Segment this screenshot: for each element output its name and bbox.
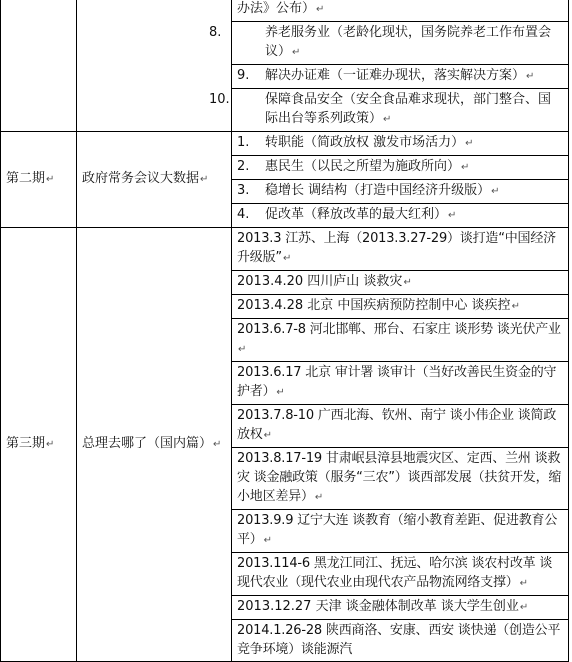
item-text: 2013.3 江苏、上海（2013.3.27-29）谈打造“中国经济升级版” bbox=[237, 231, 556, 265]
item-text: 解决办证难（一证难办现状，落实解决方案） bbox=[265, 68, 526, 83]
paragraph-mark: ↵ bbox=[519, 578, 528, 589]
paragraph-mark: ↵ bbox=[263, 535, 272, 546]
item-text: 转职能（简政放权 激发市场活力） bbox=[265, 135, 465, 150]
item-text: 促改革（释放改革的最大红利） bbox=[265, 207, 448, 222]
item-number: 10. bbox=[209, 92, 230, 107]
item-text: 2013.8.17-19 甘肃岷县漳县地震灾区、定西、兰州 谈救灾 谈金融政策（服务“三农”）谈西部发展（扶贫开发，缩小地区差异） bbox=[237, 451, 562, 504]
paragraph-mark: ↵ bbox=[314, 492, 323, 503]
item-cell bbox=[232, 65, 569, 89]
item-text: 稳增长 调结构（打造中国经济升级版） bbox=[265, 183, 491, 198]
paragraph-mark: ↵ bbox=[519, 602, 529, 613]
item-cell bbox=[209, 89, 569, 132]
item-cell bbox=[232, 132, 569, 156]
item-number: 4. bbox=[237, 207, 250, 222]
item-cell bbox=[232, 180, 569, 204]
item-text: 2013.6.17 北京 审计署 谈审计（当好改善民生资金的守护者） bbox=[237, 365, 557, 399]
period-label: 第二期 bbox=[6, 171, 46, 186]
item-text: 2013.114-6 黑龙江同江、抚远、哈尔滨 谈农村改革 谈现代农业（现代农业由现代农产品物流网络支撑） bbox=[237, 556, 553, 590]
paragraph-mark: ↵ bbox=[46, 174, 55, 185]
topic-cell bbox=[77, 132, 232, 228]
item-cell bbox=[232, 319, 569, 362]
period-label-cell bbox=[1, 0, 77, 132]
item-cell bbox=[232, 0, 569, 22]
paragraph-mark: ↵ bbox=[200, 174, 209, 185]
paragraph-mark: ↵ bbox=[46, 439, 55, 450]
item-cell bbox=[232, 553, 569, 596]
topic-cell bbox=[77, 0, 232, 132]
paragraph-mark: ↵ bbox=[403, 277, 412, 288]
item-cell bbox=[232, 228, 569, 271]
item-text: 保障食品安全（安全食品难求现状，部门整合、国际出台等系列政策） bbox=[265, 92, 552, 126]
item-text: 惠民生（以民之所望为施政所向） bbox=[265, 159, 461, 174]
item-text: 2013.7.8-10 广西北海、钦州、南宁 谈小伟企业 谈简政放权 bbox=[237, 408, 557, 442]
item-cell bbox=[232, 405, 569, 448]
item-text: 养老服务业（老龄化现状，国务院养老工作布置会议） bbox=[265, 25, 552, 59]
paragraph-mark: ↵ bbox=[292, 47, 301, 58]
table-row bbox=[1, 132, 569, 156]
paragraph-mark: ↵ bbox=[238, 344, 247, 355]
item-text: 办法》公布） bbox=[237, 1, 316, 16]
paragraph-mark: ↵ bbox=[491, 186, 500, 197]
item-text: 2013.6.7-8 河北邯郸、邢台、石家庄 谈形势 谈光伏产业 bbox=[237, 322, 561, 337]
paragraph-mark: ↵ bbox=[213, 439, 222, 450]
item-cell bbox=[232, 156, 569, 180]
item-cell bbox=[232, 204, 569, 228]
paragraph-mark: ↵ bbox=[526, 71, 535, 82]
period-label-cell bbox=[1, 228, 77, 662]
paragraph-mark: ↵ bbox=[461, 162, 470, 173]
item-number: 3. bbox=[237, 183, 250, 198]
item-text: 2013.4.28 北京 中国疾病预防控制中心 谈疾控 bbox=[237, 298, 511, 313]
paragraph-mark: ↵ bbox=[282, 253, 292, 264]
paragraph-mark: ↵ bbox=[316, 4, 325, 15]
period-topic: 总理去哪了（国内篇） bbox=[82, 436, 213, 451]
paragraph-mark: ↵ bbox=[448, 210, 457, 221]
item-cell bbox=[232, 596, 569, 620]
paragraph-mark: ↵ bbox=[383, 114, 392, 125]
period-topic: 政府常务会议大数据 bbox=[82, 171, 200, 186]
item-cell bbox=[232, 295, 569, 319]
item-text: 2013.9.9 辽宁大连 谈教育（缩小教育差距、促进教育公平） bbox=[237, 513, 558, 547]
paragraph-mark: ↵ bbox=[511, 301, 520, 312]
period-label-cell bbox=[1, 132, 77, 228]
period-label: 第三期 bbox=[6, 436, 46, 451]
item-text: 2013.4.20 四川庐山 谈救灾 bbox=[237, 274, 403, 289]
item-text: 2014.1.26-28 陕西商洛、安康、西安 谈快递（创造公平竞争环境）谈能源汽 bbox=[237, 623, 561, 657]
item-number: 9. bbox=[237, 68, 250, 83]
item-cell bbox=[232, 448, 569, 510]
paragraph-mark: ↵ bbox=[276, 387, 285, 398]
item-number: 8. bbox=[209, 25, 222, 40]
item-cell bbox=[209, 22, 569, 65]
table-row bbox=[1, 228, 569, 271]
item-text: 2013.12.27 天津 谈金融体制改革 谈大学生创业 bbox=[237, 599, 519, 614]
table-row bbox=[1, 0, 569, 22]
paragraph-mark: ↵ bbox=[263, 430, 272, 441]
paragraph-mark: ↵ bbox=[465, 138, 474, 149]
item-cell bbox=[232, 362, 569, 405]
item-number: 2. bbox=[237, 159, 250, 174]
item-cell bbox=[232, 510, 569, 553]
item-cell bbox=[232, 271, 569, 295]
item-cell bbox=[232, 620, 569, 662]
item-number: 1. bbox=[237, 135, 250, 150]
topic-cell bbox=[77, 228, 232, 662]
